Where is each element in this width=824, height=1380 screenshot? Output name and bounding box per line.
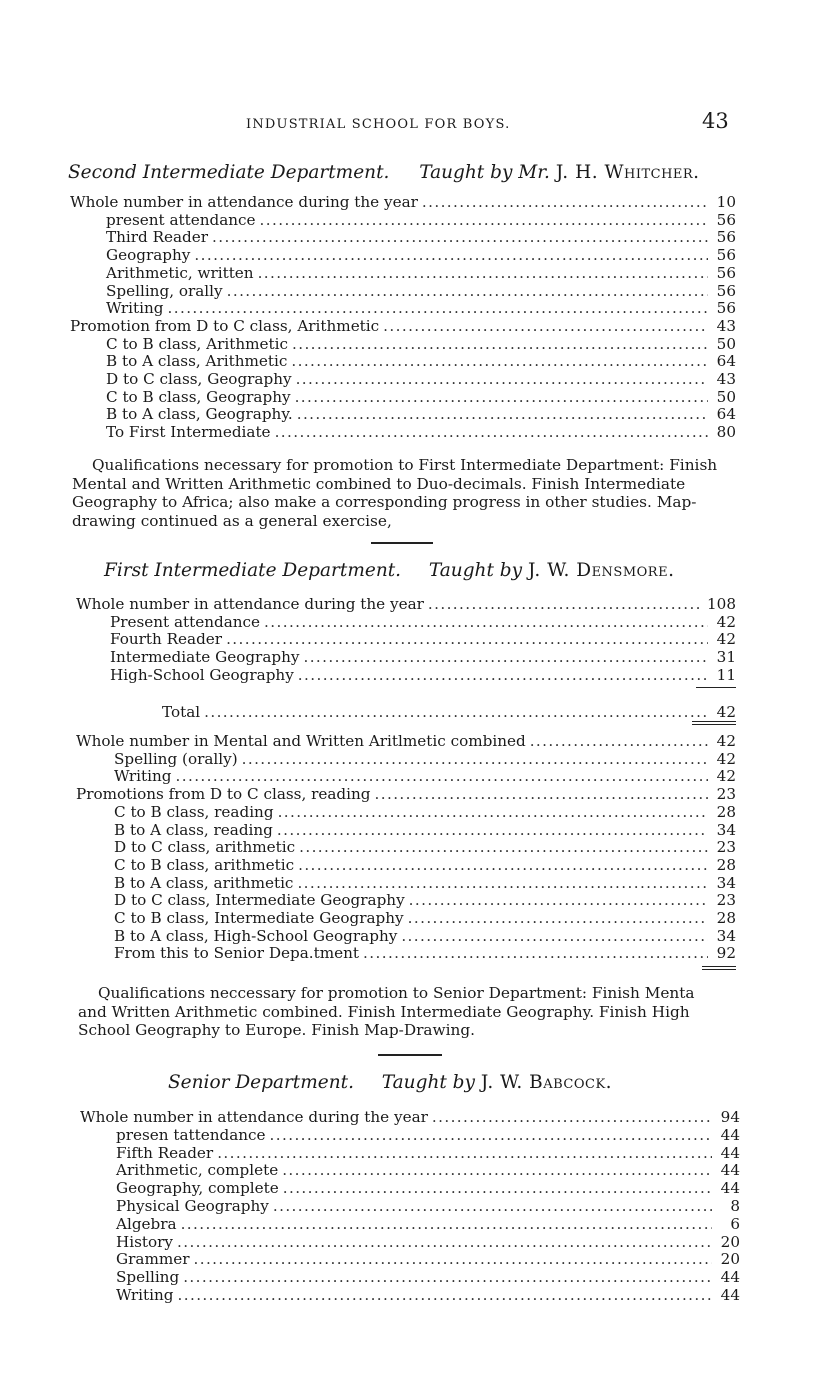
table-row — [106, 405, 736, 423]
row-label: Whole number in attendance during the year — [76, 595, 424, 613]
table-row — [110, 630, 736, 648]
taught-by: Taught by — [381, 1072, 475, 1093]
row-value: 20 — [720, 1232, 740, 1251]
leader-dots — [401, 927, 708, 945]
table-row — [76, 732, 736, 750]
leader-dots — [260, 211, 708, 229]
row-label: C to B class, arithmetic — [114, 855, 295, 874]
row-value: 92 — [716, 944, 736, 963]
row-value: 42 — [716, 630, 736, 649]
taught-by: Taught by — [428, 560, 523, 581]
table-row — [76, 595, 736, 613]
total-label: Total — [162, 703, 201, 721]
table-row — [110, 613, 736, 631]
leader-dots — [176, 767, 708, 785]
table-row — [116, 1286, 740, 1304]
row-value: 34 — [716, 820, 736, 839]
sum-double-rule-bottom — [702, 969, 736, 970]
leader-dots — [383, 317, 708, 335]
row-label: B to A class, High-School Geography — [114, 926, 398, 945]
table-row — [114, 803, 736, 821]
paragraph-line: Qualifications neccessary for promotion to Senior Department: Finish Menta — [98, 984, 695, 1002]
row-label: Whole number in Mental and Written Aritlmetic combined — [76, 732, 526, 750]
row-value: 50 — [716, 387, 736, 406]
row-label: Present attendance — [110, 612, 261, 631]
leader-dots — [282, 1161, 712, 1179]
section-divider — [378, 1054, 442, 1056]
paragraph-line: Qualifications necessary for promotion to First Intermediate Department: Finish — [92, 456, 718, 474]
table-row — [106, 423, 736, 441]
table-row — [114, 856, 736, 874]
table-row — [106, 388, 736, 406]
paragraph-line: drawing continued as a general exercise, — [72, 511, 392, 530]
leader-dots — [291, 352, 708, 370]
row-label: Spelling — [116, 1268, 180, 1287]
department-name: Second Intermediate Department. — [68, 162, 390, 183]
row-value: 34 — [716, 873, 736, 892]
table-row — [116, 1215, 740, 1233]
row-label: B to A class, Arithmetic — [106, 352, 288, 371]
qualifications-paragraph-2 — [78, 984, 738, 1040]
row-value: 31 — [716, 648, 736, 667]
row-value: 42 — [716, 732, 736, 750]
row-label: Geography, complete — [116, 1179, 279, 1198]
leader-dots — [258, 264, 708, 282]
row-value: 56 — [716, 299, 736, 318]
row-label: Third Reader — [106, 228, 209, 247]
leader-dots — [530, 732, 708, 750]
department-name: First Intermediate Department. — [104, 560, 402, 581]
row-value: 56 — [716, 246, 736, 265]
leader-dots — [204, 703, 708, 721]
row-label: present attendance — [106, 210, 256, 229]
department-name: Senior Department. — [168, 1072, 354, 1093]
row-value: 108 — [707, 595, 736, 613]
row-label: Geography — [106, 246, 191, 265]
row-label: Arithmetic, written — [106, 263, 254, 282]
row-value: 44 — [720, 1179, 740, 1198]
leader-dots — [298, 666, 708, 684]
table-row — [106, 282, 736, 300]
table-row — [106, 264, 736, 282]
row-value: 28 — [716, 909, 736, 927]
leader-dots — [194, 1250, 713, 1268]
row-label: To First Intermediate — [106, 423, 271, 442]
table-row — [114, 874, 736, 892]
table-row — [116, 1161, 740, 1179]
paragraph-line: Geography to Africa; also make a corresponding progress in other studies. Map- — [72, 493, 697, 511]
leader-dots — [292, 335, 708, 353]
row-label: Whole number in attendance during the year — [70, 193, 418, 211]
row-value: 94 — [720, 1108, 740, 1126]
leader-dots — [212, 228, 708, 246]
taught-by: Taught by — [419, 162, 513, 183]
table-row — [70, 193, 736, 211]
table-row — [114, 750, 736, 768]
leader-dots — [242, 750, 708, 768]
leader-dots — [217, 1144, 712, 1162]
row-value: 34 — [716, 926, 736, 945]
leader-dots — [432, 1108, 712, 1126]
row-label: C to B class, Arithmetic — [106, 334, 288, 353]
leader-dots — [181, 1215, 712, 1233]
row-label: Fifth Reader — [116, 1143, 214, 1162]
row-label: Arithmetic, complete — [116, 1161, 279, 1180]
row-label: Writing — [114, 767, 172, 786]
row-value: 64 — [716, 352, 736, 371]
table-row — [76, 785, 736, 803]
leader-dots — [295, 388, 708, 406]
table-row — [80, 1108, 740, 1126]
row-label: D to C class, Geography — [106, 370, 292, 388]
section-heading-second-intermediate — [68, 162, 700, 183]
row-value: 23 — [716, 891, 736, 910]
table-row — [106, 228, 736, 246]
row-label: Grammer — [116, 1250, 190, 1269]
leader-dots — [303, 648, 708, 666]
leader-dots — [422, 193, 708, 211]
leader-dots — [264, 613, 708, 631]
row-label: C to B class, reading — [114, 802, 274, 821]
leader-dots — [177, 1233, 712, 1251]
leader-dots — [408, 909, 708, 927]
table-row — [110, 666, 736, 684]
row-label: D to C class, Intermediate Geography — [114, 891, 405, 910]
total-value: 42 — [716, 703, 736, 721]
section-heading-first-intermediate — [104, 560, 674, 581]
table-row — [116, 1126, 740, 1144]
table-row — [116, 1144, 740, 1162]
row-label: B to A class, arithmetic — [114, 873, 294, 892]
row-label: Writing — [106, 299, 164, 318]
row-label: presen tattendance — [116, 1125, 266, 1144]
sum-rule — [696, 687, 736, 688]
teacher-name: J. H. Whitcher. — [555, 162, 700, 183]
leader-dots — [299, 838, 708, 856]
table-row — [116, 1250, 740, 1268]
row-label: B to A class, reading — [114, 820, 273, 839]
table-row — [114, 891, 736, 909]
row-label: History — [116, 1232, 173, 1251]
paragraph-line: and Written Arithmetic combined. Finish Intermediate Geography. Finish High — [78, 1002, 690, 1021]
row-value: 56 — [716, 281, 736, 300]
leader-dots — [296, 370, 708, 388]
leader-dots — [194, 246, 708, 264]
row-value: 42 — [716, 612, 736, 631]
leader-dots — [375, 785, 708, 803]
table-row — [106, 211, 736, 229]
leader-dots — [227, 282, 708, 300]
leader-dots — [178, 1286, 712, 1304]
table-row — [114, 767, 736, 785]
row-value: 44 — [720, 1286, 740, 1304]
row-label: C to B class, Geography — [106, 387, 291, 406]
table-row — [114, 927, 736, 945]
table-row — [110, 648, 736, 666]
row-value: 23 — [716, 838, 736, 857]
leader-dots — [283, 1179, 712, 1197]
page-number: 43 — [702, 109, 729, 133]
leader-dots — [409, 891, 708, 909]
leader-dots — [297, 405, 708, 423]
table-row — [114, 821, 736, 839]
row-label: Physical Geography — [116, 1197, 269, 1215]
row-label: High-School Geography — [110, 665, 294, 684]
qualifications-paragraph-1 — [72, 456, 732, 530]
paragraph-line: Mental and Written Arithmetic combined to Duo-decimals. Finish Intermediate — [72, 474, 686, 493]
row-label: D to C class, arithmetic — [114, 838, 296, 857]
row-label: Whole number in attendance during the year — [80, 1108, 428, 1126]
section-divider — [371, 542, 433, 544]
row-value: 43 — [716, 370, 736, 388]
row-value: 44 — [720, 1143, 740, 1162]
leader-dots — [297, 874, 708, 892]
sum-double-rule-top — [702, 966, 736, 967]
table-row — [116, 1197, 740, 1215]
row-value: 56 — [716, 228, 736, 247]
row-label: B to A class, Geography. — [106, 405, 293, 424]
teacher-name: J. W. Babcock. — [480, 1072, 613, 1093]
sum-double-rule-top — [692, 721, 736, 722]
table-row — [70, 317, 736, 335]
row-value: 8 — [730, 1197, 740, 1215]
row-value: 11 — [716, 665, 736, 684]
row-label: Spelling, orally — [106, 281, 223, 300]
leader-dots — [168, 299, 708, 317]
row-value: 28 — [716, 855, 736, 874]
row-value: 44 — [720, 1161, 740, 1180]
leader-dots — [270, 1126, 712, 1144]
row-value: 80 — [716, 423, 736, 442]
row-value: 10 — [716, 193, 736, 211]
row-value: 28 — [716, 802, 736, 821]
leader-dots — [428, 595, 703, 613]
row-value: 44 — [720, 1268, 740, 1287]
row-value: 20 — [720, 1250, 740, 1269]
table-row — [116, 1233, 740, 1251]
leader-dots — [277, 821, 708, 839]
section-heading-senior — [168, 1072, 612, 1093]
row-value: 64 — [716, 405, 736, 424]
leader-dots — [278, 803, 708, 821]
table-row — [114, 909, 736, 927]
table-row — [114, 838, 736, 856]
leader-dots — [273, 1197, 712, 1215]
row-value: 23 — [716, 785, 736, 804]
table-row — [106, 246, 736, 264]
paragraph-line: School Geography to Europe. Finish Map-Drawing. — [78, 1021, 476, 1039]
row-value: 43 — [716, 316, 736, 335]
row-value: 56 — [716, 263, 736, 282]
leader-dots — [183, 1268, 712, 1286]
table-row — [106, 370, 736, 388]
total-row — [162, 703, 736, 721]
row-value: 42 — [716, 749, 736, 768]
running-title: INDUSTRIAL SCHOOL FOR BOYS. — [246, 117, 511, 132]
row-value: 56 — [716, 210, 736, 229]
row-label: Intermediate Geography — [110, 648, 300, 667]
table-row — [116, 1268, 740, 1286]
row-value: 6 — [730, 1214, 740, 1233]
table-row — [114, 944, 736, 962]
leader-dots — [275, 423, 708, 441]
leader-dots — [363, 944, 708, 962]
sum-double-rule-bottom — [692, 724, 736, 725]
row-label: From this to Senior Depa.tment — [114, 944, 360, 963]
row-label: Promotions from D to C class, reading — [76, 785, 371, 804]
row-label: C to B class, Intermediate Geography — [114, 909, 404, 927]
teacher-title: Mr. — [518, 162, 550, 183]
teacher-name: J. W. Densmore. — [527, 560, 675, 581]
row-label: Algebra — [116, 1214, 177, 1233]
table-row — [106, 335, 736, 353]
table-row — [116, 1179, 740, 1197]
row-label: Fourth Reader — [110, 630, 223, 649]
table-row — [106, 352, 736, 370]
row-value: 42 — [716, 767, 736, 786]
leader-dots — [226, 630, 708, 648]
row-value: 50 — [716, 334, 736, 353]
row-label: Promotion from D to C class, Arithmetic — [70, 316, 380, 335]
leader-dots — [298, 856, 708, 874]
row-value: 44 — [720, 1125, 740, 1144]
table-row — [106, 299, 736, 317]
row-label: Writing — [116, 1286, 174, 1304]
row-label: Spelling (orally) — [114, 749, 238, 768]
